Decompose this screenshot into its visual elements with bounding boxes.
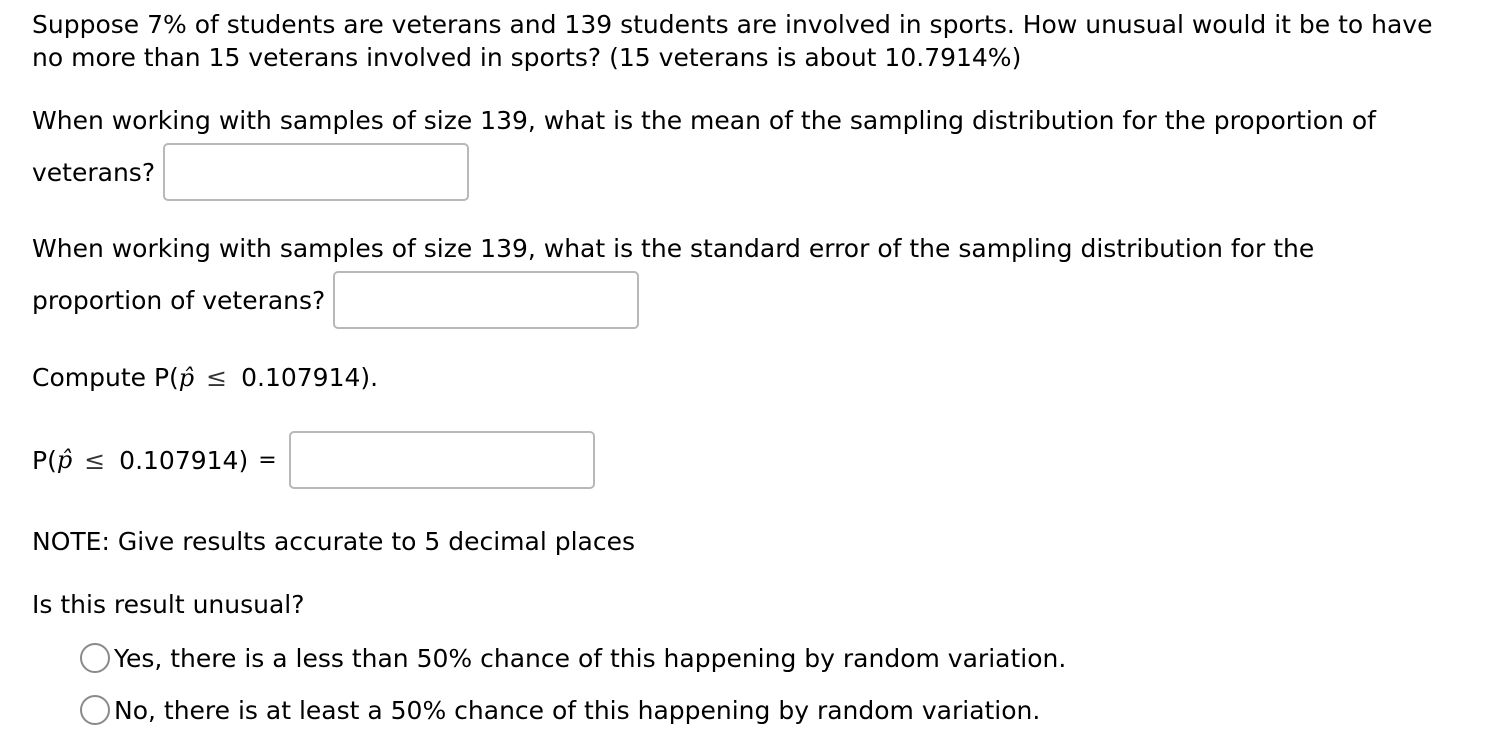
equals-sign: = [258, 447, 277, 473]
option-yes-radio[interactable] [80, 643, 110, 673]
less-equal-symbol: ≤ [206, 363, 228, 392]
option-yes[interactable] [80, 643, 1066, 673]
probability-prefix: P( [32, 445, 57, 475]
probability-threshold-value: 0.107914 [119, 445, 239, 475]
standard-error-answer-input[interactable] [333, 271, 639, 329]
mean-question [32, 98, 1376, 200]
probability-close-paren: ) [238, 445, 249, 475]
probability-answer-input[interactable] [289, 431, 595, 489]
standard-error-question-answer-row [32, 272, 1314, 328]
p-hat-symbol: p̂ [178, 364, 195, 392]
mean-question-text: When working with samples of size 139, what is the mean of the sampling distribution for the proportion of [32, 106, 1376, 135]
compute-suffix: ). [360, 363, 379, 392]
option-no[interactable] [80, 695, 1040, 725]
standard-error-question [32, 226, 1314, 328]
compute-threshold-value: 0.107914 [241, 363, 361, 392]
mean-answer-input[interactable] [163, 143, 469, 201]
problem-statement-line-1: Suppose 7% of students are veterans and 139 students are involved in sports. How unusual would it be to have [32, 10, 1433, 39]
less-equal-symbol: ≤ [84, 445, 106, 475]
option-yes-label: Yes, there is a less than 50% chance of this happening by random variation. [114, 643, 1067, 673]
compute-prefix: Compute P( [32, 363, 179, 392]
compute-instruction [32, 358, 378, 398]
precision-note: NOTE: Give results accurate to 5 decimal places [32, 527, 636, 556]
unusual-question: Is this result unusual? [32, 590, 305, 619]
probability-answer-row [32, 431, 595, 489]
mean-question-answer-row [32, 144, 1376, 200]
option-no-label: No, there is at least a 50% chance of this happening by random variation. [114, 695, 1041, 725]
option-no-radio[interactable] [80, 695, 110, 725]
standard-error-question-text: When working with samples of size 139, what is the standard error of the sampling distribution for the [32, 234, 1315, 263]
problem-statement [32, 8, 1472, 74]
mean-question-text-continued: veterans? [32, 157, 156, 187]
problem-statement-line-2: no more than 15 veterans involved in sports? (15 veterans is about 10.7914%) [32, 43, 1022, 72]
standard-error-question-text-continued: proportion of veterans? [32, 285, 326, 315]
p-hat-symbol: p̂ [56, 446, 73, 474]
